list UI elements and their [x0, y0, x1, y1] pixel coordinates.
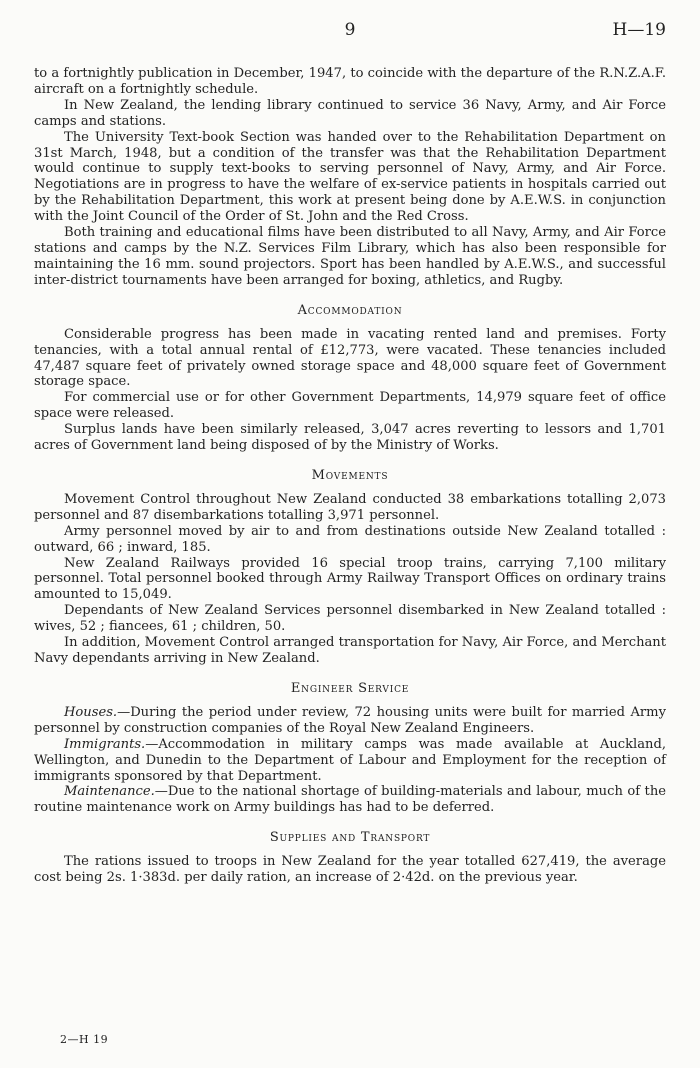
- lending-library-paragraph: In New Zealand, the lending library continued to service 36 Navy, Army, and Air Force camps and stations.: [34, 97, 666, 129]
- section-heading-movements: Movements: [311, 467, 389, 483]
- houses-run-in-heading: Houses.: [64, 704, 118, 720]
- films-sport-paragraph: Both training and educational films have been distributed to all Navy, Army, and Air Force stations and camps by the N.Z. Services Film Library, which has also been responsible for maintaining the 16 mm. sound projectors. Sport has been handled by A.E.W.S., and successful inter-district tournaments have been arranged for boxing, athletics, and Rugby.: [34, 225, 666, 288]
- accommodation-paragraph: For commercial use or for other Government Departments, 14,979 square feet of office space were released.: [34, 390, 666, 422]
- maintenance-paragraph: [34, 784, 666, 816]
- movements-paragraph: Dependants of New Zealand Services personnel disembarked in New Zealand totalled : wives, 52 ; fiancees, 61 ; children, 50.: [34, 603, 666, 635]
- rations-paragraph: The rations issued to troops in New Zealand for the year totalled 627,419, the average cost being 2s. 1·383d. per daily ration, an increase of 2·42d. on the previous year.: [34, 854, 666, 886]
- immigrants-paragraph: [34, 737, 666, 785]
- text-book-section-paragraph: The University Text-book Section was handed over to the Rehabilitation Department on 31st March, 1948, but a condition of the transfer was that the Rehabilitation Department would continue to supply text-books to serving personnel of Navy, Army, and Air Force. Negotiations are in progress to have the welfare of ex-service patients in hospitals carried out by the Rehabilitation Department, this work at present being done by A.E.W.S. in conjunction with the Joint Council of the Order of St. John and the Red Cross.: [34, 129, 666, 225]
- section-heading-accommodation: Accommodation: [297, 302, 403, 318]
- movements-paragraph: New Zealand Railways provided 16 special troop trains, carrying 7,100 military personnel. Total personnel booked through Army Railway Transport Offices on ordinary trains amounted to 15,049.: [34, 555, 666, 603]
- movements-paragraph: In addition, Movement Control arranged transportation for Navy, Air Force, and Merchant Navy dependants arriving in New Zealand.: [34, 635, 666, 666]
- document-reference: H—19: [612, 20, 666, 40]
- movements-paragraph: Movement Control throughout New Zealand conducted 38 embarkations totalling 2,073 personnel and 87 disembarkations totalling 3,971 personnel.: [34, 491, 666, 523]
- section-heading-supplies-and-transport: Supplies and Transport: [269, 830, 431, 846]
- maintenance-run-in-heading: Maintenance.: [64, 784, 155, 800]
- movements-paragraph: Army personnel moved by air to and from destinations outside New Zealand totalled : outward, 66 ; inward, 185.: [34, 523, 666, 555]
- immigrants-text: —Accommodation in military camps was made available at Auckland, Wellington, and Dunedin to the Department of Labour and Employment for the reception of immigrants sponsored by that Department.: [34, 736, 666, 784]
- continued-paragraph: to a fortnightly publication in December, 1947, to coincide with the departure of the R.N.Z.A.F. aircraft on a fortnightly schedule.: [34, 66, 666, 97]
- page-number: 9: [344, 20, 356, 40]
- houses-text: —During the period under review, 72 housing units were built for married Army personnel by construction companies of the Royal New Zealand Engineers.: [34, 704, 666, 736]
- page-body: [34, 66, 666, 886]
- accommodation-paragraph: Considerable progress has been made in vacating rented land and premises. Forty tenancies, with a total annual rental of £12,773, were vacated. These tenancies included 47,487 square feet of privately owned storage space and 48,000 square feet of Government storage space.: [34, 326, 666, 390]
- immigrants-run-in-heading: Immigrants.: [64, 736, 146, 752]
- maintenance-text: —Due to the national shortage of building-materials and labour, much of the routine maintenance work on Army buildings has had to be deferred.: [34, 784, 666, 816]
- page-header: [34, 20, 666, 48]
- section-heading-engineer-service: Engineer Service: [290, 680, 410, 696]
- houses-paragraph: [34, 705, 666, 737]
- footer-signature-code: 2—H 19: [60, 1033, 109, 1046]
- accommodation-paragraph: Surplus lands have been similarly released, 3,047 acres reverting to lessors and 1,701 acres of Government land being disposed of by the Ministry of Works.: [34, 422, 666, 454]
